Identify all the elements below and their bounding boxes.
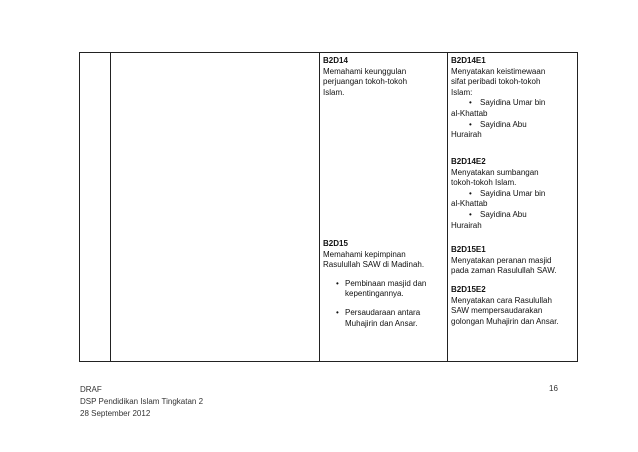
bullet-icon: • [469,209,472,219]
empty-cell [80,53,111,362]
bullet-item: • Sayidina Umar bin [469,98,546,108]
standard-b2d15 [323,239,444,329]
bullet-item: • Sayidina Abu [469,119,527,129]
bullet-icon: • [336,307,339,317]
standard-line: Memahami kepimpinan [323,249,406,259]
bullet-icon: • [336,278,339,288]
standards-table [79,52,578,362]
footer-document-title: DSP Pendidikan Islam Tingkatan 2 [80,397,204,406]
performance-standard-cell [448,53,578,362]
standard-line: Rasulullah SAW di Madinah. [323,260,425,270]
bullet-icon: • [469,119,472,129]
table-row [80,53,578,362]
standard-line: Islam. [323,87,345,97]
performance-code: B2D14E1 [451,56,486,65]
performance-b2d14e2: B2D14E2 Menyatakan sumbangan tokoh-tokoh Islam. • Sayidina Umar bin al-Khattab • Sayidina Abu Hurairah [451,157,574,231]
page-number: 16 [549,384,558,393]
content-standard-cell [320,53,448,362]
standard-line: Memahami keunggulan [323,66,407,76]
bullet-item: • Persaudaraan antara Muhajirin dan Ansar. [336,307,421,328]
bullet-icon: • [469,98,472,108]
standard-line: perjuangan tokoh-tokoh [323,77,408,87]
empty-cell [111,53,320,362]
performance-b2d15e1: B2D15E1 Menyatakan peranan masjid pada zaman Rasulullah SAW. [451,245,574,277]
page-footer [80,384,203,420]
standard-code: B2D14 [323,56,348,65]
bullet-item: • Sayidina Umar bin [469,188,546,198]
bullet-item: • Sayidina Abu [469,209,527,219]
standard-b2d14 [323,56,444,98]
performance-b2d14e1: B2D14E1 Menyatakan keistimewaan sifat peribadi tokoh-tokoh Islam: • Sayidina Umar bin al-Khattab • Sayidina Abu Hurairah [451,56,574,141]
performance-b2d15e2: B2D15E2 Menyatakan cara Rasulullah SAW mempersaudarakan golongan Muhajirin dan Ansar. [451,285,574,327]
performance-code: B2D14E2 [451,157,486,166]
standard-code: B2D15 [323,239,348,248]
footer-draft-label: DRAF [80,385,102,394]
performance-code: B2D15E1 [451,245,486,254]
footer-date: 28 September 2012 [80,409,151,418]
bullet-icon: • [469,188,472,198]
bullet-item: • Pembinaan masjid dan kepentingannya. [336,278,427,299]
performance-code: B2D15E2 [451,285,486,294]
